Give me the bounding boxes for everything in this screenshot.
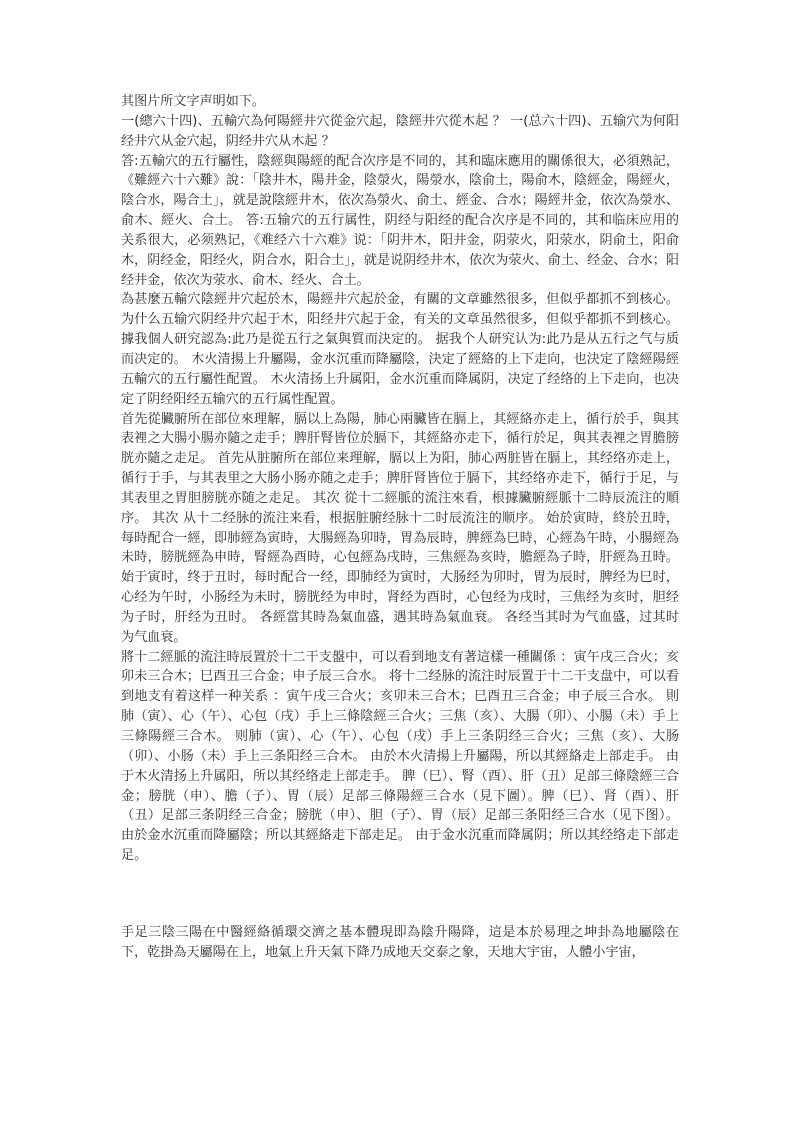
paragraph-answer-five-phases: 答:五輸穴的五行屬性，陰經與陽經的配合次序是不同的，其和臨床應用的關係很大，必須熟記，《難經六十六難》說：「陰井木，陽井金，陰滎火，陽滎水，陰俞土，陽俞木，陰經金，陽經火，陰合水，陽合土」，就是說陰經井木，依次為滎火、俞土、經金、合水；陽經井金，依次為滎水、俞木、經火、合土。 答:五输穴的五行属性，阴经与阳经的配合次序是不同的，其和临床应用的关系很大，必须熟记，《难经六十六难》说：「阴井木，阳井金，阴荥火，阳荥水，阴俞土，阳俞木，阴经金，阳经火，阴合水，阳合土」，就是说阴经井木，依次为荥火、俞土、经金、合水；阳经井金，依次为荥水、俞木、经火、合土。 bbox=[121, 153, 679, 288]
paragraph-organ-location-and-flow-order: 首先從臟腑所在部位來理解，膈以上為陽，肺心兩臟皆在膈上，其經絡亦走上，循行於手，與其表裡之大腸小腸亦隨之走手；脾肝腎皆位於膈下，其經絡亦走下，循行於足，與其表裡之胃膽膀胱亦隨之走足。 首先从脏腑所在部位来理解，膈以上为阳，肺心两脏皆在膈上，其经络亦走上，循行于手，与其表里之大肠小肠亦随之走手；脾肝肾皆位于膈下，其经络亦走下，循行于足，与其表里之胃胆膀胱亦随之走足。 其次 從十二經脈的流注來看，根據臟腑經脈十二時辰流注的順序。 其次 从十二经脉的流注来看，根据脏腑经脉十二时辰流注的顺序。 始於寅時，終於丑時，每時配合一經，即肺經為寅時，大腸經為卯時，胃為辰時，脾經為巳時，心經為午時，小腸經為未時，膀胱經為申時，腎經為酉時，心包經為戌時，三焦經為亥時，膽經為子時，肝經為丑時。 始于寅时，终于丑时，每时配合一经，即肺经为寅时，大肠经为卯时，胃为辰时，脾经为巳时，心经为午时，小肠经为未时，膀胱经为申时，肾经为酉时，心包经为戌时，三焦经为亥时，胆经为子时，肝经为丑时。 各經當其時為氣血盛，遇其時為氣血衰。 各经当其时为气血盛，过其时为气血衰。 bbox=[121, 411, 679, 645]
paragraph-intro-statement: 其图片所文字声明如下。 bbox=[121, 94, 266, 109]
paragraph-gap-spacer bbox=[121, 866, 679, 923]
paragraph-twelve-branches-triad-combinations: 將十二經脈的流注時辰置於十二干支盤中，可以看到地支有著這樣一種關係 ：寅午戌三合火；亥卯未三合木；巳酉丑三合金；申子辰三合水。 将十二经脉的流注时辰置于十二干支盘中，可以看到地支有着这样一种关系 ：寅午戌三合火；亥卯未三合木；巳酉丑三合金；申子辰三合水。 則肺（寅）、心（午）、心包（戌）手上三條陰經三合火；三焦（亥）、大腸（卯）、小腸（未）手上三條陽經三合木。 则肺（寅）、心（午）、心包（戌）手上三条阴经三合火；三焦（亥）、大肠（卯）、小肠（未）手上三条阳经三合木。 由於木火清揚上升屬陽，所以其經絡走上部走手。 由于木火清扬上升属阳，所以其经络走上部走手。 脾（巳）、腎（酉）、肝（丑）足部三條陰經三合金；膀胱（申）、膽（子）、胃（辰）足部三條陽經三合水（見下圖）。脾（巳）、肾（酉）、肝（丑）足部三条阴经三合金；膀胱（申）、胆（子）、胃（辰）足部三条阳经三合水（见下图）。 由於金水沉重而降屬陰；所以其經絡走下部走足。 由于金水沉重而降属阴；所以其经络走下部走足。 bbox=[121, 649, 679, 864]
paragraph-question-heading: 一(總六十四)、五輸穴為何陽經井穴從金穴起，陰經井穴從木起 ？ 一(总六十四)、五输穴为何阳经井穴从金穴起，阴经井穴从木起 ？ bbox=[121, 113, 679, 149]
paragraph-yin-rise-yang-descend-conclusion: 手足三陰三陽在中醫經絡循環交濟之基本體現即為陰升陽降，這是本於易理之坤卦為地屬陰在下，乾掛為天屬陽在上，地氣上升天氣下降乃成地天交泰之象，天地大宇宙，人體小宇宙， bbox=[121, 924, 679, 960]
paragraph-why-yin-wood-yang-metal: 為甚麼五輸穴陰經井穴起於木，陽經井穴起於金，有關的文章雖然很多，但似乎都抓不到核心。 为什么五输穴阴经井穴起于木，阳经井穴起于金，有关的文章虽然很多，但似乎都抓不到核心。 據我個人研究認為:此乃是從五行之氣與質而決定的。 据我个人研究认为:此乃是从五行之气与质而决定的。 木火清揚上升屬陽，金水沉重而降屬陰，決定了經絡的上下走向，也決定了陰經陽經五輸穴的五行屬性配置。 木火清扬上升属阳，金水沉重而降属阴，决定了经络的上下走向，也决定了阴经阳经五输穴的五行属性配置。 bbox=[121, 292, 679, 407]
document-text-body bbox=[121, 92, 679, 963]
